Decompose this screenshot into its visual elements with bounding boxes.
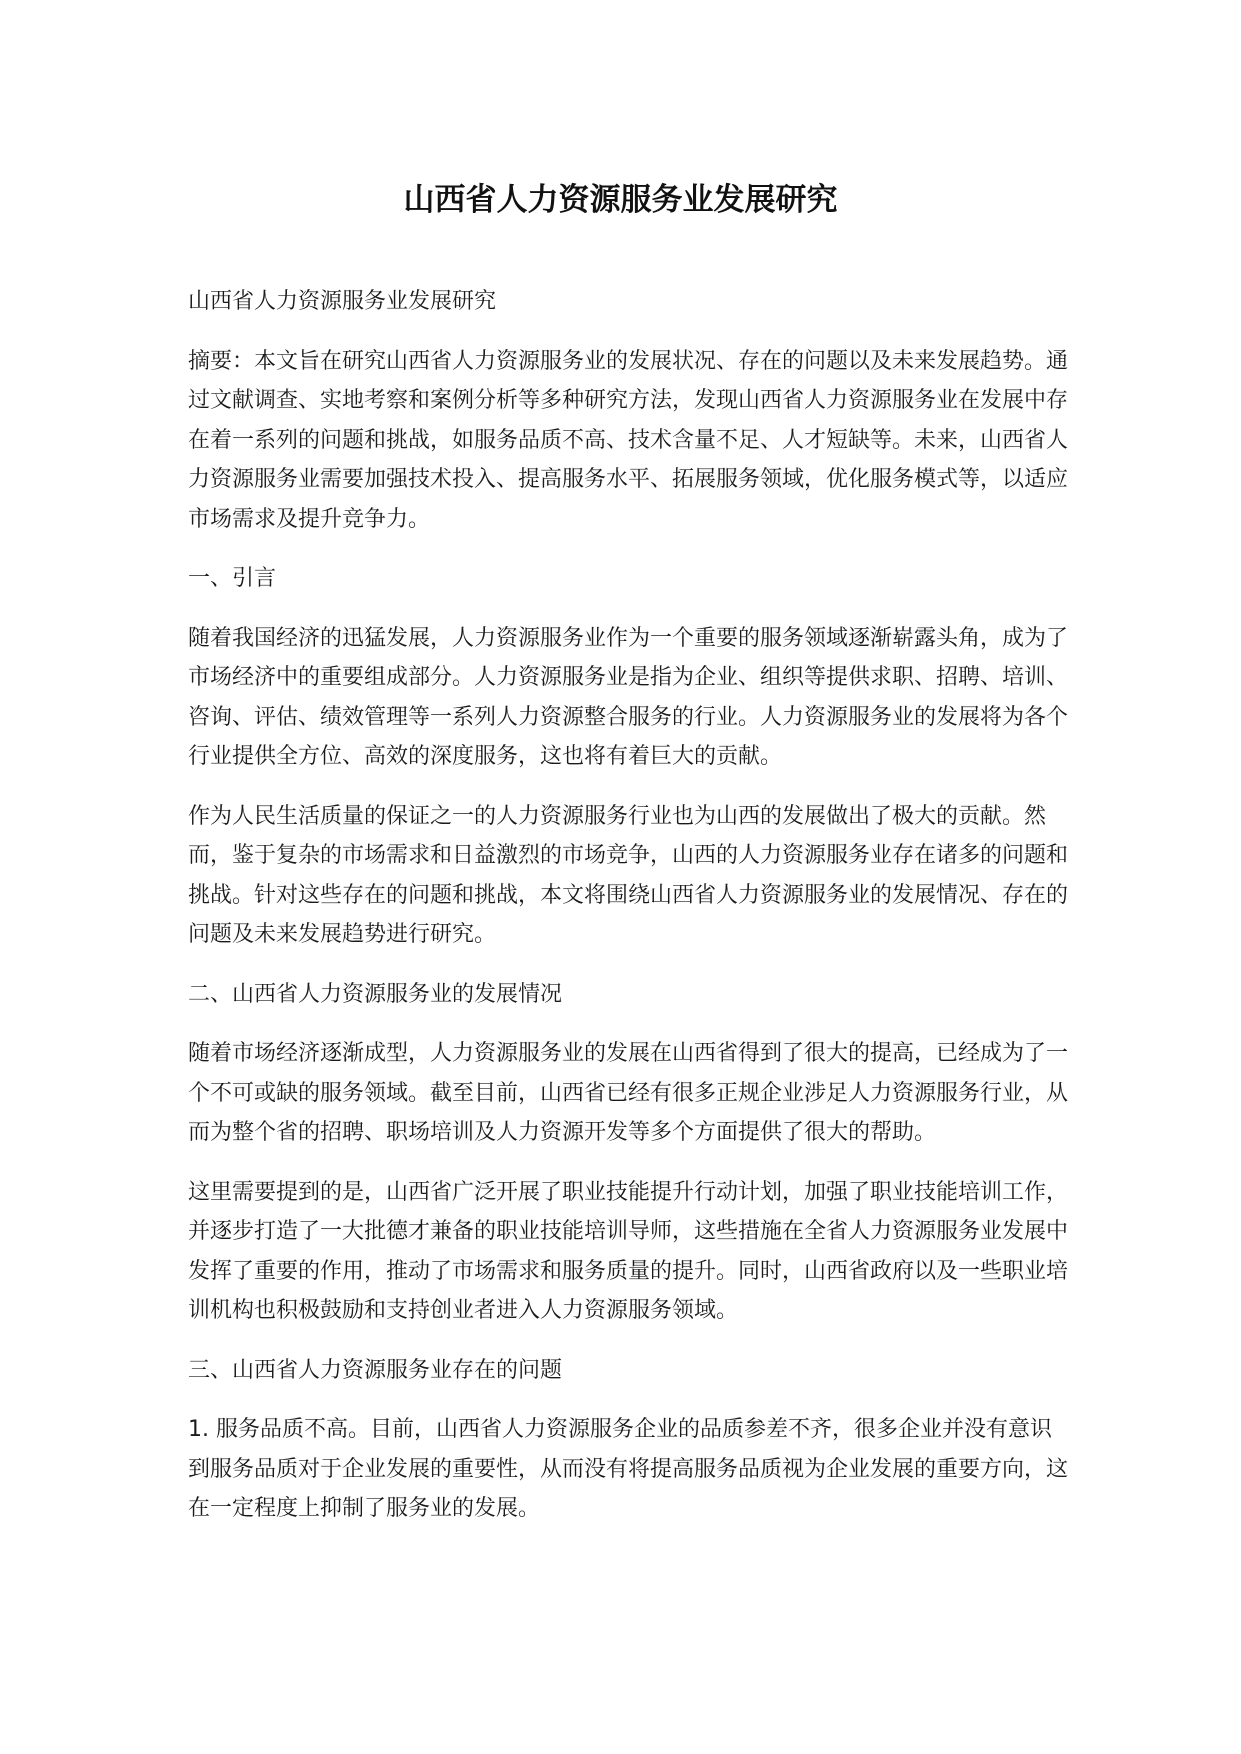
document-subtitle: 山西省人力资源服务业发展研究 — [188, 289, 497, 314]
abstract-paragraph: 摘要：本文旨在研究山西省人力资源服务业的发展状况、存在的问题以及未来发展趋势。通过文献调查、实地考察和案例分析等多种研究方法，发现山西省人力资源服务业在发展中存在着一系列的问题和挑战，如服务品质不高、技术含量不足、人才短缺等。未来，山西省人力资源服务业需要加强技术投入、提高服务水平、拓展服务领域，优化服务模式等，以适应市场需求及提升竞争力。 — [188, 348, 1069, 532]
problems-paragraph-1: 1. 服务品质不高。目前，山西省人力资源服务企业的品质参差不齐，很多企业并没有意识到服务品质对于企业发展的重要性，从而没有将提高服务品质视为企业发展的重要方向，这在一定程度上抑制了服务业的发展。 — [188, 1417, 1069, 1521]
section-heading-development: 二、山西省人力资源服务业的发展情况 — [188, 981, 563, 1007]
document-title: 山西省人力资源服务业发展研究 — [403, 182, 838, 218]
section-heading-problems: 三、山西省人力资源服务业存在的问题 — [188, 1357, 563, 1383]
development-paragraph-1: 随着市场经济逐渐成型，人力资源服务业的发展在山西省得到了很大的提高，已经成为了一个不可或缺的服务领域。截至目前，山西省已经有很多正规企业涉足人力资源服务行业，从而为整个省的招聘、职场培训及人力资源开发等多个方面提供了很大的帮助。 — [188, 1041, 1069, 1145]
introduction-paragraph-2: 作为人民生活质量的保证之一的人力资源服务行业也为山西的发展做出了极大的贡献。然而，鉴于复杂的市场需求和日益激烈的市场竞争，山西的人力资源服务业存在诸多的问题和挑战。针对这些存在的问题和挑战，本文将围绕山西省人力资源服务业的发展情况、存在的问题及未来发展趋势进行研究。 — [188, 803, 1069, 947]
introduction-paragraph-1: 随着我国经济的迅猛发展，人力资源服务业作为一个重要的服务领域逐渐崭露头角，成为了市场经济中的重要组成部分。人力资源服务业是指为企业、组织等提供求职、招聘、培训、咨询、评估、绩效管理等一系列人力资源整合服务的行业。人力资源服务业的发展将为各个行业提供全方位、高效的深度服务，这也将有着巨大的贡献。 — [188, 625, 1069, 769]
document-body — [188, 282, 1068, 1549]
section-heading-introduction: 一、引言 — [188, 566, 277, 591]
development-paragraph-2: 这里需要提到的是，山西省广泛开展了职业技能提升行动计划，加强了职业技能培训工作，并逐步打造了一大批德才兼备的职业技能培训导师，这些措施在全省人力资源服务业发展中发挥了重要的作用，推动了市场需求和服务质量的提升。同时，山西省政府以及一些职业培训机构也积极鼓励和支持创业者进入人力资源服务领域。 — [188, 1179, 1069, 1323]
